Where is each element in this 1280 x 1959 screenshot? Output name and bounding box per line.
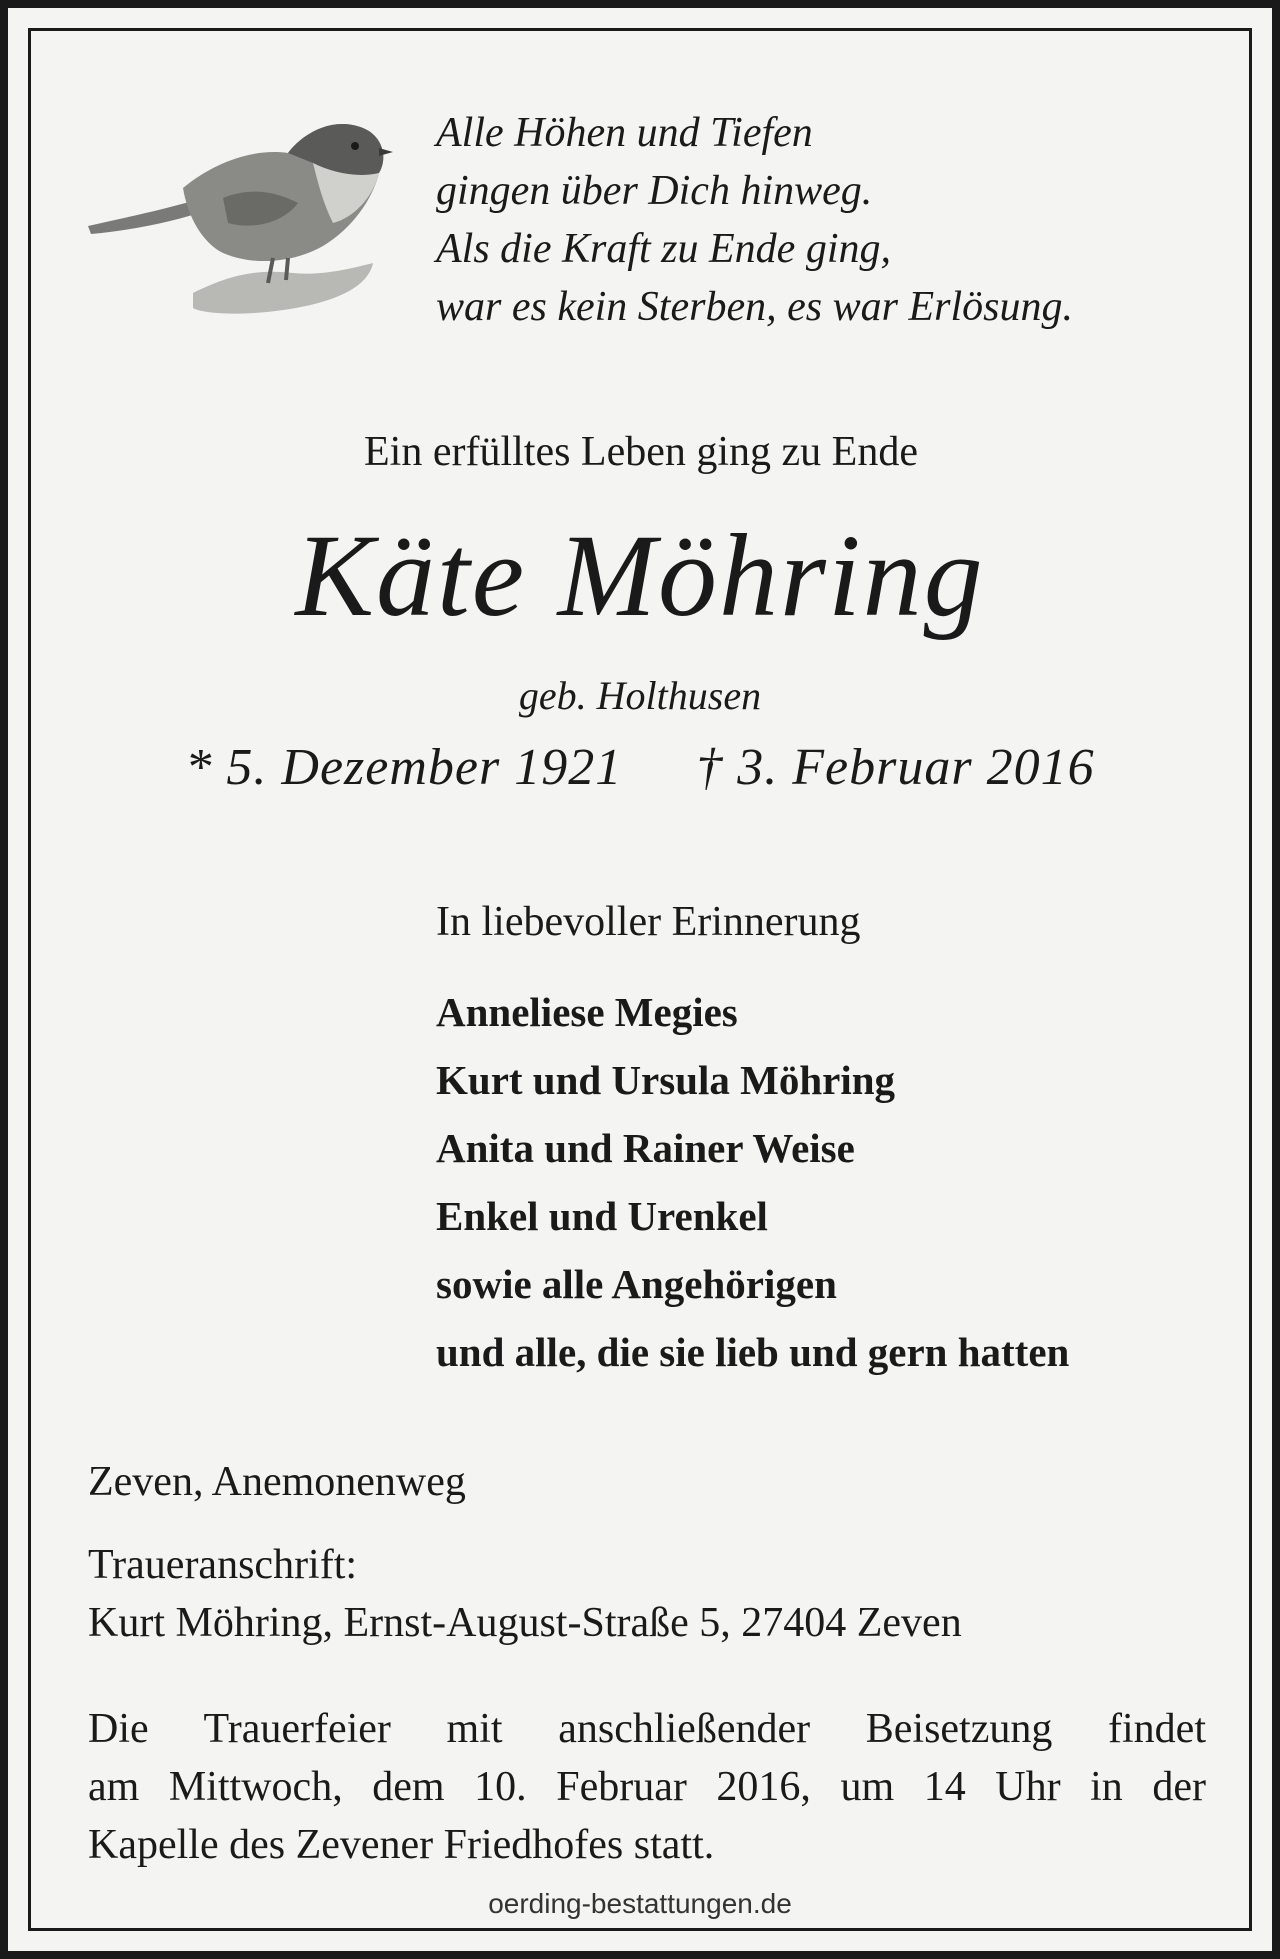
bird-illustration-icon <box>83 118 393 323</box>
mourning-address <box>88 1536 962 1652</box>
birth-date: * 5. Dezember 1921 <box>185 739 623 796</box>
mourners-list <box>436 978 1069 1386</box>
poem-line: Als die Kraft zu Ende ging, <box>436 226 891 272</box>
ceremony-line: am Mittwoch, dem 10. Februar 2016, um 14 Uhr in der <box>88 1764 1206 1810</box>
place: Zeven, Anemonenweg <box>88 1459 466 1505</box>
mourner: Anneliese Megies <box>436 989 738 1035</box>
intro-line: Ein erfülltes Leben ging zu Ende <box>364 429 918 475</box>
poem <box>436 104 1073 336</box>
life-dates <box>8 738 1272 797</box>
mourner: Kurt und Ursula Möhring <box>436 1057 896 1103</box>
ceremony-line: Kapelle des Zevener Friedhofes statt. <box>88 1822 715 1868</box>
deceased-name: Käte Möhring <box>295 510 985 641</box>
ceremony-line: Die Trauerfeier mit anschließender Beisetzung findet <box>88 1706 1206 1752</box>
mourner: Anita und Rainer Weise <box>436 1125 855 1171</box>
mourner: und alle, die sie lieb und gern hatten <box>436 1329 1070 1375</box>
address-text: Kurt Möhring, Ernst-August-Straße 5, 27404 Zeven <box>88 1600 962 1646</box>
mourner: sowie alle Angehörigen <box>436 1261 837 1307</box>
mourner: Enkel und Urenkel <box>436 1193 768 1239</box>
obituary-page <box>8 8 1272 1951</box>
memory-line: In liebevoller Erinnerung <box>436 899 861 945</box>
footer-url: oerding-bestattungen.de <box>488 1888 792 1919</box>
poem-line: gingen über Dich hinweg. <box>436 168 873 214</box>
born-name: geb. Holthusen <box>518 673 762 718</box>
death-date: † 3. Februar 2016 <box>696 739 1095 796</box>
address-label: Traueranschrift: <box>88 1542 358 1588</box>
poem-line: Alle Höhen und Tiefen <box>436 110 813 156</box>
poem-line: war es kein Sterben, es war Erlösung. <box>436 284 1073 330</box>
ceremony-info <box>88 1700 1206 1874</box>
